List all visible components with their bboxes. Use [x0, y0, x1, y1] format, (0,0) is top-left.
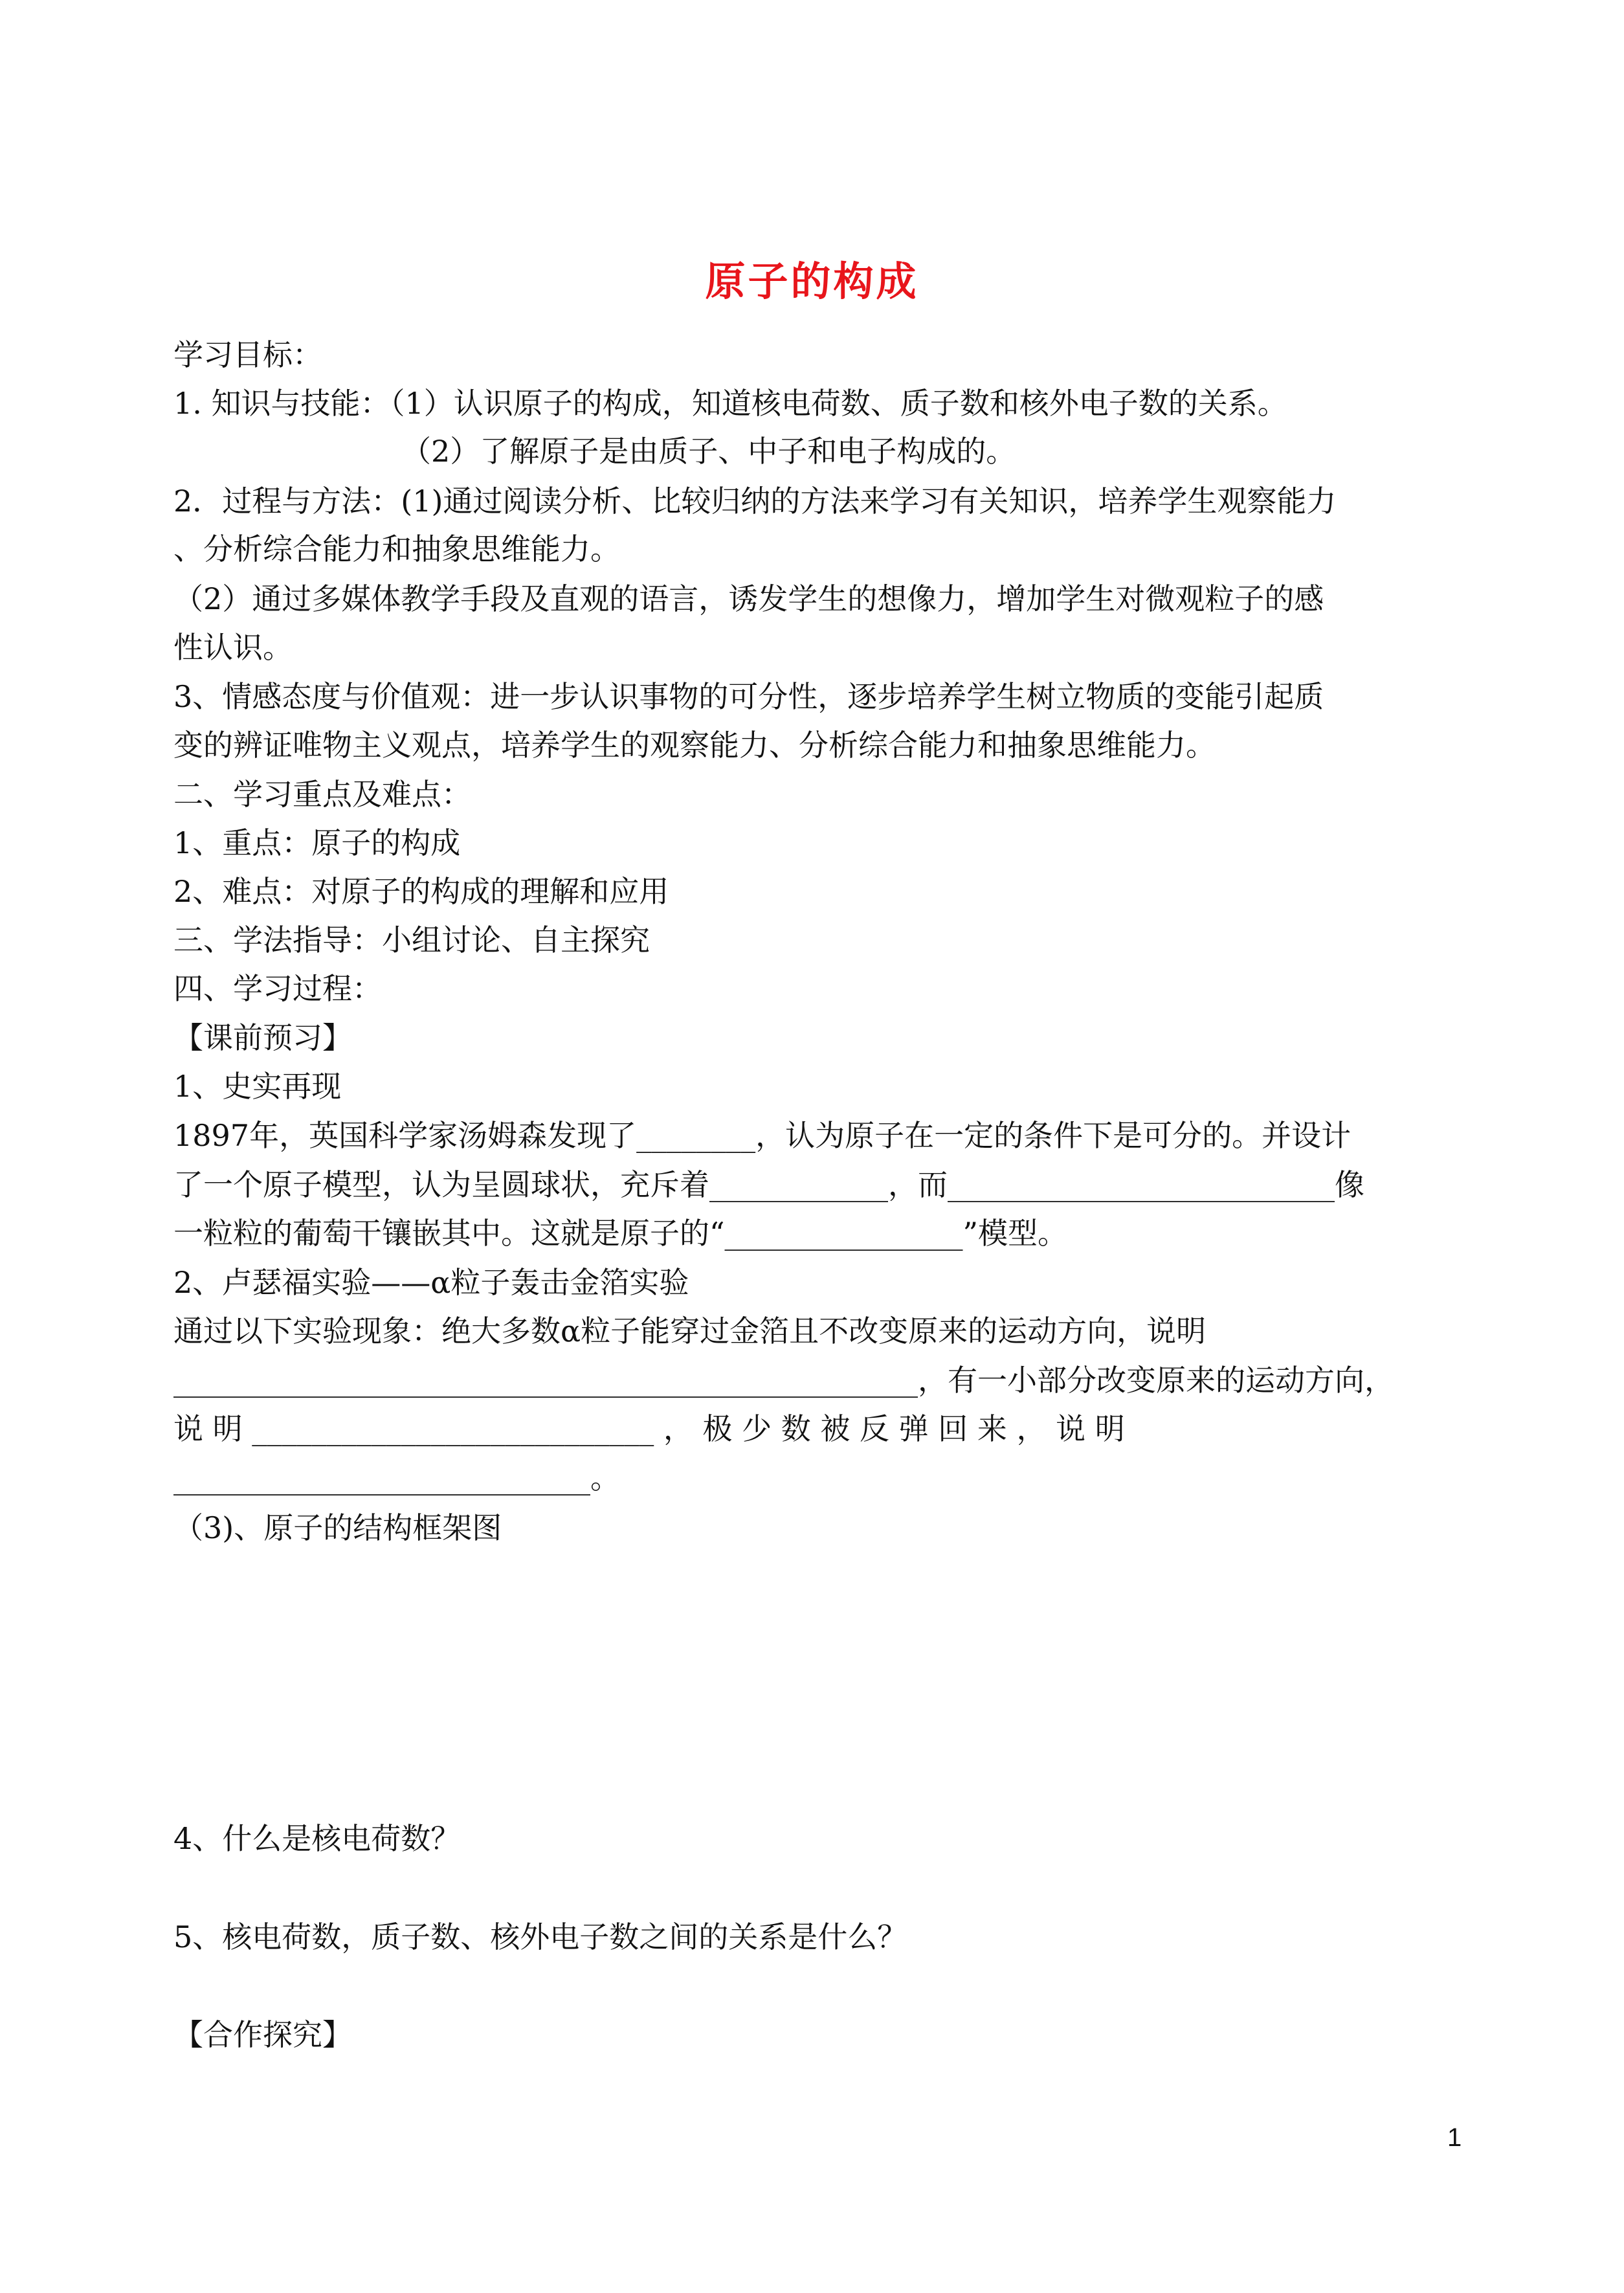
fill-in-blank-line: __________________________________________________，有一小部分改变原来的运动方向，: [173, 1363, 1394, 1398]
paragraph-line: （2）通过多媒体教学手段及直观的语言，诱发学生的想像力，增加学生对微观粒子的感: [173, 581, 1324, 616]
paragraph-line: 2．过程与方法：(1)通过阅读分析、比较归纳的方法来学习有关知识，培养学生观察能力: [173, 484, 1337, 519]
paragraph-line: （2）了解原子是由质子、中子和电子构成的。: [401, 434, 1016, 469]
paragraph-line: （3)、原子的结构框架图: [173, 1510, 502, 1545]
section-heading: 三、学法指导：小组讨论、自主探究: [173, 923, 650, 957]
paragraph-line: 3、情感态度与价值观：进一步认识事物的可分性，逐步培养学生树立物质的变能引起质: [173, 679, 1324, 714]
paragraph-line: 1897年，英国科学家汤姆森发现了________，认为原子在一定的条件下是可分的。并设计: [173, 1118, 1351, 1153]
section-heading: 二、学习重点及难点：: [173, 777, 471, 812]
paragraph-line: 通过以下实验现象：绝大多数α粒子能穿过金箔且不改变原来的运动方向，说明: [173, 1314, 1207, 1348]
paragraph-line: 1、重点：原子的构成: [173, 825, 461, 860]
paragraph-line: 了一个原子模型，认为呈圆球状，充斥着____________，而__________________________像: [173, 1167, 1364, 1202]
fill-in-blank-line: 说 明 ___________________________ ， 极 少 数 被 反 弹 回 来 ， 说 明: [173, 1411, 1125, 1446]
paragraph-line: 一粒粒的葡萄干镶嵌其中。这就是原子的“________________”模型。: [173, 1216, 1068, 1251]
paragraph-line: 2、卢瑟福实验——α粒子轰击金箔实验: [173, 1265, 689, 1300]
paragraph-line: 1. 知识与技能：（1）认识原子的构成，知道核电荷数、质子数和核外电子数的关系。: [173, 386, 1287, 421]
section-heading: 【合作探究】: [173, 2017, 352, 2052]
document-title: 原子的构成: [705, 258, 919, 305]
question-line: 5、核电荷数，质子数、核外电子数之间的关系是什么？: [173, 1919, 907, 1954]
section-heading: 【课前预习】: [173, 1020, 352, 1055]
paragraph-line: 1、史实再现: [173, 1069, 342, 1104]
fill-in-blank-line: ____________________________。: [173, 1460, 620, 1495]
paragraph-line: 、分析综合能力和抽象思维能力。: [173, 531, 620, 566]
paragraph-line: 2、难点：对原子的构成的理解和应用: [173, 874, 669, 909]
section-heading: 四、学习过程：: [173, 971, 382, 1006]
question-line: 4、什么是核电荷数？: [173, 1821, 461, 1856]
page-number: 1: [1447, 2123, 1462, 2152]
paragraph-line: 性认识。: [173, 630, 293, 665]
paragraph-line: 学习目标：: [173, 337, 322, 372]
paragraph-line: 变的辨证唯物主义观点，培养学生的观察能力、分析综合能力和抽象思维能力。: [173, 728, 1216, 763]
